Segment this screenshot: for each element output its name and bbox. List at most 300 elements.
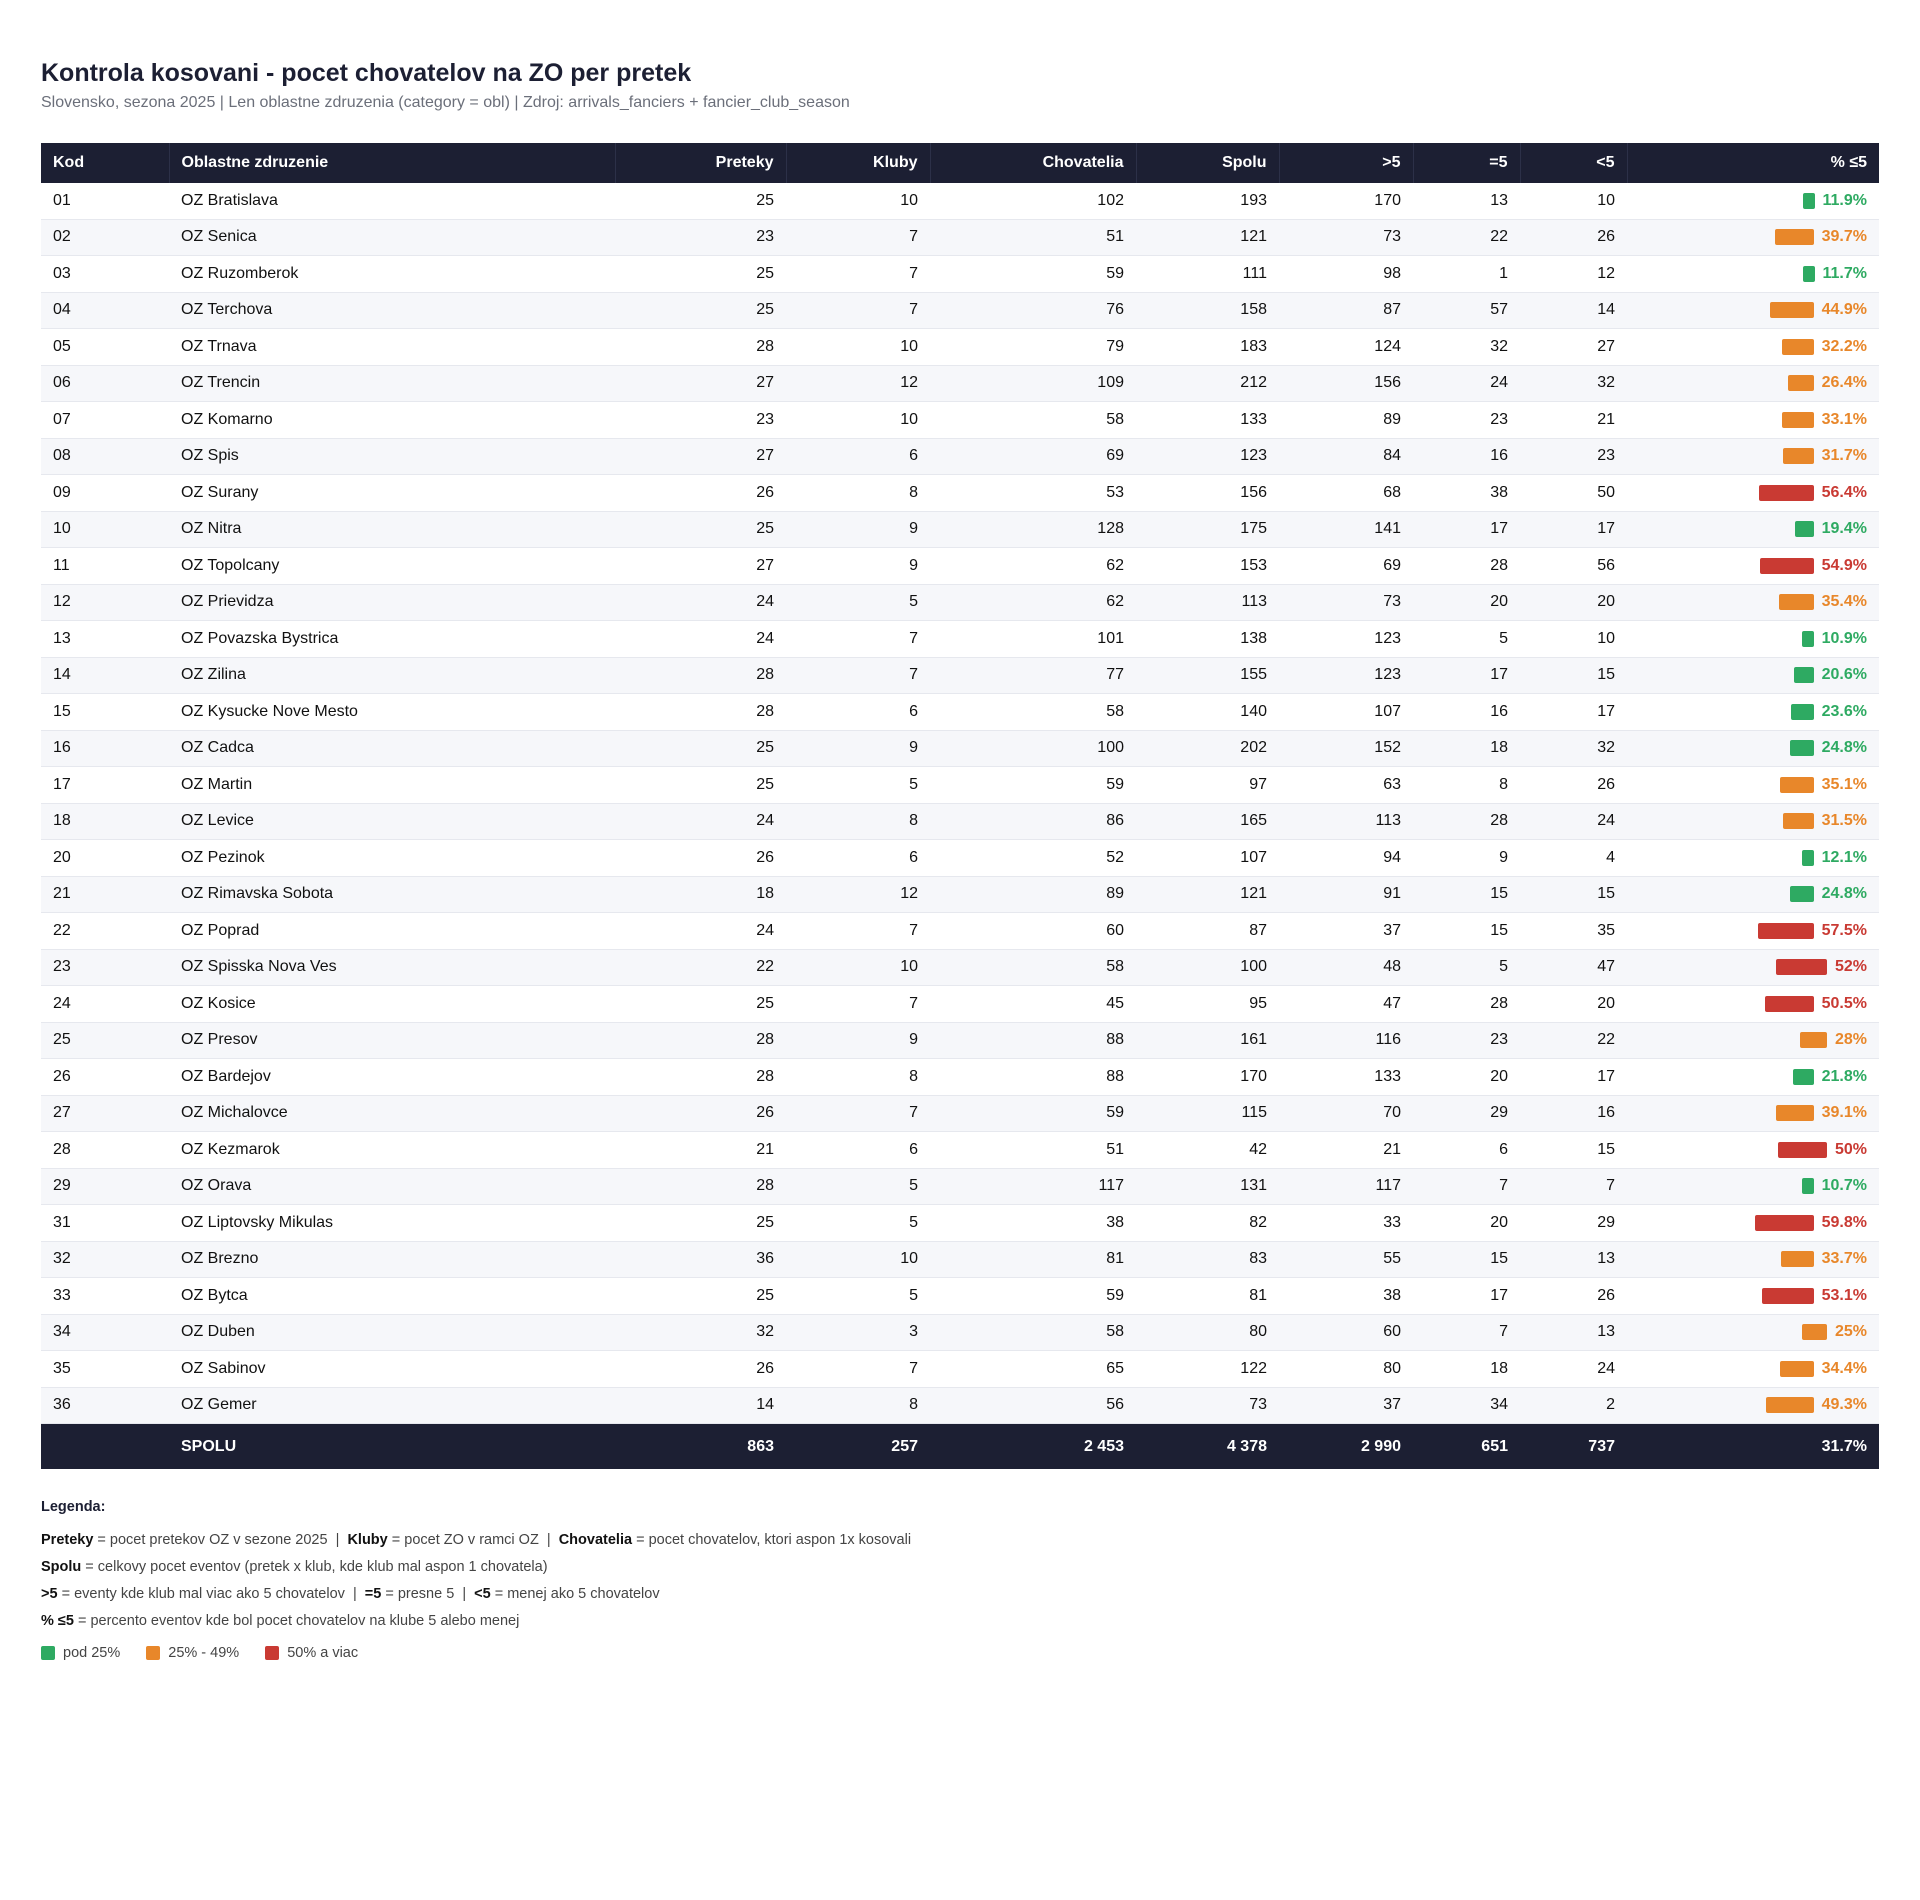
pct-bar	[1760, 558, 1814, 574]
col-header-pct[interactable]: % ≤5	[1627, 143, 1879, 183]
pct-value: 33.1%	[1821, 410, 1867, 428]
row-kluby: 7	[786, 219, 930, 256]
row-eq5: 28	[1413, 548, 1520, 585]
pct-value: 39.1%	[1821, 1104, 1867, 1122]
row-kluby: 7	[786, 913, 930, 950]
pct-value: 31.7%	[1821, 447, 1867, 465]
row-spolu: 156	[1136, 475, 1279, 512]
table-row	[41, 913, 1879, 950]
row-eq5: 20	[1413, 584, 1520, 621]
row-gt5: 117	[1279, 1168, 1413, 1205]
row-name: OZ Prievidza	[169, 584, 615, 621]
pct-bar	[1783, 448, 1814, 464]
row-kod: 18	[41, 803, 169, 840]
row-kluby: 9	[786, 548, 930, 585]
row-pct	[1627, 548, 1879, 585]
row-pct	[1627, 840, 1879, 877]
row-eq5: 18	[1413, 730, 1520, 767]
row-pct	[1627, 657, 1879, 694]
pct-bar	[1776, 959, 1827, 975]
row-chovatelia: 69	[930, 438, 1136, 475]
row-spolu: 138	[1136, 621, 1279, 658]
row-preteky: 24	[615, 584, 786, 621]
row-spolu: 170	[1136, 1059, 1279, 1096]
row-pct	[1627, 1022, 1879, 1059]
row-kluby: 7	[786, 292, 930, 329]
row-gt5: 107	[1279, 694, 1413, 731]
row-kod: 21	[41, 876, 169, 913]
swatch-color	[265, 1646, 279, 1660]
row-lt5: 23	[1520, 438, 1627, 475]
legend-text: = celkovy pocet eventov (pretek x klub, kde klub mal aspon 1 chovatela)	[81, 1559, 548, 1575]
pct-bar	[1770, 302, 1814, 318]
row-lt5: 26	[1520, 1278, 1627, 1315]
row-preteky: 25	[615, 292, 786, 329]
row-chovatelia: 76	[930, 292, 1136, 329]
table-row	[41, 438, 1879, 475]
pct-value: 23.6%	[1821, 702, 1867, 720]
legend-line	[41, 1527, 1879, 1554]
pct-bar	[1783, 813, 1814, 829]
row-preteky: 28	[615, 1022, 786, 1059]
pct-value: 54.9%	[1821, 556, 1867, 574]
pct-value: 56.4%	[1821, 483, 1867, 501]
row-spolu: 131	[1136, 1168, 1279, 1205]
row-eq5: 57	[1413, 292, 1520, 329]
row-kod: 32	[41, 1241, 169, 1278]
row-kluby: 8	[786, 803, 930, 840]
row-pct	[1627, 949, 1879, 986]
row-spolu: 155	[1136, 657, 1279, 694]
col-header-eq5[interactable]: =5	[1413, 143, 1520, 183]
row-preteky: 18	[615, 876, 786, 913]
row-gt5: 89	[1279, 402, 1413, 439]
table-row	[41, 329, 1879, 366]
total-label: SPOLU	[169, 1424, 615, 1470]
row-spolu: 123	[1136, 438, 1279, 475]
table-row	[41, 1095, 1879, 1132]
row-spolu: 165	[1136, 803, 1279, 840]
col-header-preteky[interactable]: Preteky	[615, 143, 786, 183]
row-gt5: 73	[1279, 584, 1413, 621]
table-row	[41, 219, 1879, 256]
pct-value: 52%	[1834, 958, 1867, 976]
row-chovatelia: 62	[930, 584, 1136, 621]
table-header-row	[41, 143, 1879, 183]
table-row	[41, 584, 1879, 621]
legend-swatch-item	[41, 1645, 120, 1661]
row-eq5: 5	[1413, 621, 1520, 658]
row-name: OZ Pezinok	[169, 840, 615, 877]
table-row	[41, 292, 1879, 329]
table-row	[41, 840, 1879, 877]
row-kod: 16	[41, 730, 169, 767]
row-name: OZ Duben	[169, 1314, 615, 1351]
row-spolu: 95	[1136, 986, 1279, 1023]
pct-value: 12.1%	[1821, 848, 1867, 866]
row-pct	[1627, 1095, 1879, 1132]
table-row	[41, 365, 1879, 402]
row-pct	[1627, 1241, 1879, 1278]
row-kod: 22	[41, 913, 169, 950]
row-pct	[1627, 475, 1879, 512]
row-kluby: 8	[786, 1387, 930, 1424]
row-name: OZ Povazska Bystrica	[169, 621, 615, 658]
row-eq5: 16	[1413, 694, 1520, 731]
row-lt5: 24	[1520, 803, 1627, 840]
row-preteky: 25	[615, 986, 786, 1023]
pct-bar	[1779, 594, 1814, 610]
row-gt5: 133	[1279, 1059, 1413, 1096]
row-chovatelia: 88	[930, 1022, 1136, 1059]
row-spolu: 212	[1136, 365, 1279, 402]
row-eq5: 15	[1413, 913, 1520, 950]
row-eq5: 1	[1413, 256, 1520, 293]
row-eq5: 17	[1413, 657, 1520, 694]
row-kod: 02	[41, 219, 169, 256]
row-kluby: 8	[786, 475, 930, 512]
row-chovatelia: 45	[930, 986, 1136, 1023]
row-name: OZ Topolcany	[169, 548, 615, 585]
row-spolu: 161	[1136, 1022, 1279, 1059]
pct-value: 44.9%	[1821, 301, 1867, 319]
row-spolu: 97	[1136, 767, 1279, 804]
legend-text: = menej ako 5 chovatelov	[490, 1586, 660, 1602]
legend-text: = presne 5 |	[381, 1586, 475, 1602]
table-row	[41, 1314, 1879, 1351]
row-kod: 29	[41, 1168, 169, 1205]
pct-value: 50%	[1834, 1140, 1867, 1158]
row-kod: 27	[41, 1095, 169, 1132]
row-spolu: 111	[1136, 256, 1279, 293]
row-kluby: 9	[786, 730, 930, 767]
row-name: OZ Martin	[169, 767, 615, 804]
row-preteky: 26	[615, 840, 786, 877]
row-chovatelia: 128	[930, 511, 1136, 548]
row-spolu: 83	[1136, 1241, 1279, 1278]
row-lt5: 13	[1520, 1314, 1627, 1351]
row-eq5: 24	[1413, 365, 1520, 402]
row-name: OZ Komarno	[169, 402, 615, 439]
legend-term: <5	[474, 1586, 491, 1602]
legend-text: = pocet ZO v ramci OZ |	[387, 1532, 559, 1548]
row-eq5: 6	[1413, 1132, 1520, 1169]
row-gt5: 70	[1279, 1095, 1413, 1132]
row-lt5: 17	[1520, 511, 1627, 548]
legend-swatch-item	[265, 1645, 358, 1661]
row-kluby: 10	[786, 949, 930, 986]
table-row	[41, 1241, 1879, 1278]
row-spolu: 80	[1136, 1314, 1279, 1351]
row-kluby: 9	[786, 1022, 930, 1059]
page-title: Kontrola kosovani - pocet chovatelov na ZO per pretek	[41, 59, 692, 87]
table-row	[41, 876, 1879, 913]
row-gt5: 87	[1279, 292, 1413, 329]
row-gt5: 124	[1279, 329, 1413, 366]
row-kod: 20	[41, 840, 169, 877]
row-kluby: 5	[786, 1278, 930, 1315]
row-chovatelia: 58	[930, 402, 1136, 439]
row-preteky: 28	[615, 1059, 786, 1096]
pct-value: 11.9%	[1822, 191, 1867, 209]
row-kod: 08	[41, 438, 169, 475]
swatch-label: 50% a viac	[287, 1645, 359, 1661]
row-kod: 01	[41, 183, 169, 219]
pct-bar	[1782, 339, 1814, 355]
row-lt5: 15	[1520, 657, 1627, 694]
row-kod: 05	[41, 329, 169, 366]
swatch-color	[146, 1646, 160, 1660]
row-pct	[1627, 584, 1879, 621]
row-kluby: 7	[786, 621, 930, 658]
row-lt5: 50	[1520, 475, 1627, 512]
pct-bar	[1758, 923, 1814, 939]
total-kod	[41, 1424, 169, 1470]
row-chovatelia: 88	[930, 1059, 1136, 1096]
row-lt5: 4	[1520, 840, 1627, 877]
legend-swatch-item	[146, 1645, 239, 1661]
row-eq5: 28	[1413, 986, 1520, 1023]
row-spolu: 107	[1136, 840, 1279, 877]
row-eq5: 20	[1413, 1205, 1520, 1242]
row-pct	[1627, 986, 1879, 1023]
row-lt5: 35	[1520, 913, 1627, 950]
row-spolu: 81	[1136, 1278, 1279, 1315]
row-preteky: 25	[615, 511, 786, 548]
row-pct	[1627, 329, 1879, 366]
row-preteky: 14	[615, 1387, 786, 1424]
legend-term: % ≤5	[41, 1613, 74, 1629]
row-kod: 31	[41, 1205, 169, 1242]
table-row	[41, 730, 1879, 767]
row-preteky: 25	[615, 256, 786, 293]
row-preteky: 24	[615, 621, 786, 658]
row-lt5: 14	[1520, 292, 1627, 329]
row-chovatelia: 60	[930, 913, 1136, 950]
row-gt5: 80	[1279, 1351, 1413, 1388]
swatch-color	[41, 1646, 55, 1660]
row-kod: 14	[41, 657, 169, 694]
row-spolu: 153	[1136, 548, 1279, 585]
row-lt5: 17	[1520, 1059, 1627, 1096]
total-kluby: 257	[786, 1424, 930, 1470]
row-kod: 35	[41, 1351, 169, 1388]
row-lt5: 47	[1520, 949, 1627, 986]
row-pct	[1627, 438, 1879, 475]
row-chovatelia: 52	[930, 840, 1136, 877]
total-lt5: 737	[1520, 1424, 1627, 1470]
row-chovatelia: 58	[930, 694, 1136, 731]
row-kluby: 10	[786, 402, 930, 439]
row-name: OZ Orava	[169, 1168, 615, 1205]
col-header-spolu[interactable]: Spolu	[1136, 143, 1279, 183]
pct-value: 57.5%	[1821, 921, 1867, 939]
table-row	[41, 511, 1879, 548]
pct-bar	[1794, 667, 1814, 683]
table-row	[41, 986, 1879, 1023]
row-name: OZ Trencin	[169, 365, 615, 402]
row-pct	[1627, 1168, 1879, 1205]
row-lt5: 26	[1520, 219, 1627, 256]
row-kod: 25	[41, 1022, 169, 1059]
table-body	[41, 183, 1879, 1424]
row-preteky: 23	[615, 402, 786, 439]
row-gt5: 113	[1279, 803, 1413, 840]
pct-bar	[1788, 375, 1814, 391]
row-kluby: 6	[786, 694, 930, 731]
row-preteky: 23	[615, 219, 786, 256]
row-kluby: 12	[786, 876, 930, 913]
table-row	[41, 694, 1879, 731]
row-kluby: 10	[786, 1241, 930, 1278]
row-gt5: 116	[1279, 1022, 1413, 1059]
row-gt5: 91	[1279, 876, 1413, 913]
row-kod: 33	[41, 1278, 169, 1315]
report-page	[41, 56, 1879, 1661]
table-row	[41, 949, 1879, 986]
row-name: OZ Rimavska Sobota	[169, 876, 615, 913]
row-kluby: 12	[786, 365, 930, 402]
col-header-kluby[interactable]: Kluby	[786, 143, 930, 183]
pct-bar	[1795, 521, 1814, 537]
table-row	[41, 803, 1879, 840]
row-gt5: 123	[1279, 657, 1413, 694]
col-header-gt5[interactable]: >5	[1279, 143, 1413, 183]
pct-bar	[1803, 193, 1815, 209]
swatch-label: pod 25%	[63, 1645, 121, 1661]
row-preteky: 26	[615, 1095, 786, 1132]
row-preteky: 28	[615, 694, 786, 731]
legend-term: Chovatelia	[558, 1532, 633, 1548]
row-preteky: 22	[615, 949, 786, 986]
row-kod: 11	[41, 548, 169, 585]
pct-bar	[1762, 1288, 1814, 1304]
legend-term: Kluby	[347, 1532, 388, 1548]
row-spolu: 175	[1136, 511, 1279, 548]
row-eq5: 32	[1413, 329, 1520, 366]
row-gt5: 55	[1279, 1241, 1413, 1278]
row-name: OZ Gemer	[169, 1387, 615, 1424]
row-kluby: 7	[786, 986, 930, 1023]
row-lt5: 15	[1520, 1132, 1627, 1169]
row-preteky: 25	[615, 1205, 786, 1242]
row-spolu: 121	[1136, 219, 1279, 256]
row-eq5: 23	[1413, 1022, 1520, 1059]
row-eq5: 23	[1413, 402, 1520, 439]
col-header-chovatelia[interactable]: Chovatelia	[930, 143, 1136, 183]
row-preteky: 36	[615, 1241, 786, 1278]
table-row	[41, 1059, 1879, 1096]
row-lt5: 24	[1520, 1351, 1627, 1388]
legend-text: = pocet chovatelov, ktori aspon 1x kosovali	[632, 1532, 912, 1548]
pct-bar	[1802, 1178, 1814, 1194]
row-lt5: 17	[1520, 694, 1627, 731]
pct-bar	[1803, 266, 1815, 282]
row-name: OZ Liptovsky Mikulas	[169, 1205, 615, 1242]
row-pct	[1627, 621, 1879, 658]
row-chovatelia: 59	[930, 767, 1136, 804]
pct-value: 39.7%	[1821, 228, 1867, 246]
pct-value: 11.7%	[1822, 264, 1867, 282]
row-chovatelia: 100	[930, 730, 1136, 767]
row-kluby: 9	[786, 511, 930, 548]
row-kod: 24	[41, 986, 169, 1023]
pct-value: 50.5%	[1821, 994, 1867, 1012]
legend-text: = pocet pretekov OZ v sezone 2025 |	[93, 1532, 348, 1548]
row-chovatelia: 62	[930, 548, 1136, 585]
row-kod: 36	[41, 1387, 169, 1424]
total-gt5: 2 990	[1279, 1424, 1413, 1470]
row-lt5: 32	[1520, 730, 1627, 767]
col-header-lt5[interactable]: <5	[1520, 143, 1627, 183]
row-eq5: 16	[1413, 438, 1520, 475]
row-lt5: 22	[1520, 1022, 1627, 1059]
row-pct	[1627, 694, 1879, 731]
pct-bar	[1759, 485, 1814, 501]
col-header-kod[interactable]: Kod	[41, 143, 169, 183]
row-kod: 34	[41, 1314, 169, 1351]
row-name: OZ Trnava	[169, 329, 615, 366]
row-kod: 06	[41, 365, 169, 402]
row-preteky: 26	[615, 475, 786, 512]
row-name: OZ Kezmarok	[169, 1132, 615, 1169]
swatch-label: 25% - 49%	[168, 1645, 240, 1661]
legend-term: Preteky	[41, 1532, 94, 1548]
row-eq5: 29	[1413, 1095, 1520, 1132]
row-gt5: 94	[1279, 840, 1413, 877]
row-preteky: 24	[615, 913, 786, 950]
legend-term: Spolu	[41, 1559, 82, 1575]
row-pct	[1627, 1278, 1879, 1315]
row-spolu: 113	[1136, 584, 1279, 621]
col-header-oz[interactable]: Oblastne zdruzenie	[169, 143, 615, 183]
row-preteky: 28	[615, 1168, 786, 1205]
row-pct	[1627, 256, 1879, 293]
row-spolu: 100	[1136, 949, 1279, 986]
row-eq5: 38	[1413, 475, 1520, 512]
row-preteky: 27	[615, 548, 786, 585]
pct-value: 35.4%	[1821, 593, 1867, 611]
legend-term: >5	[41, 1586, 58, 1602]
row-name: OZ Zilina	[169, 657, 615, 694]
row-gt5: 21	[1279, 1132, 1413, 1169]
row-pct	[1627, 1205, 1879, 1242]
row-preteky: 25	[615, 730, 786, 767]
pct-value: 26.4%	[1821, 374, 1867, 392]
table-row	[41, 657, 1879, 694]
row-eq5: 18	[1413, 1351, 1520, 1388]
pct-bar	[1765, 996, 1814, 1012]
row-gt5: 33	[1279, 1205, 1413, 1242]
row-pct	[1627, 803, 1879, 840]
row-kod: 12	[41, 584, 169, 621]
total-row	[41, 1424, 1879, 1470]
row-kod: 03	[41, 256, 169, 293]
pct-value: 24.8%	[1821, 885, 1867, 903]
pct-bar	[1790, 886, 1814, 902]
row-name: OZ Cadca	[169, 730, 615, 767]
row-chovatelia: 117	[930, 1168, 1136, 1205]
total-eq5: 651	[1413, 1424, 1520, 1470]
row-name: OZ Poprad	[169, 913, 615, 950]
pct-value: 59.8%	[1821, 1213, 1867, 1231]
row-chovatelia: 59	[930, 1278, 1136, 1315]
pct-bar	[1766, 1397, 1814, 1413]
row-gt5: 84	[1279, 438, 1413, 475]
row-pct	[1627, 292, 1879, 329]
row-gt5: 47	[1279, 986, 1413, 1023]
row-lt5: 29	[1520, 1205, 1627, 1242]
